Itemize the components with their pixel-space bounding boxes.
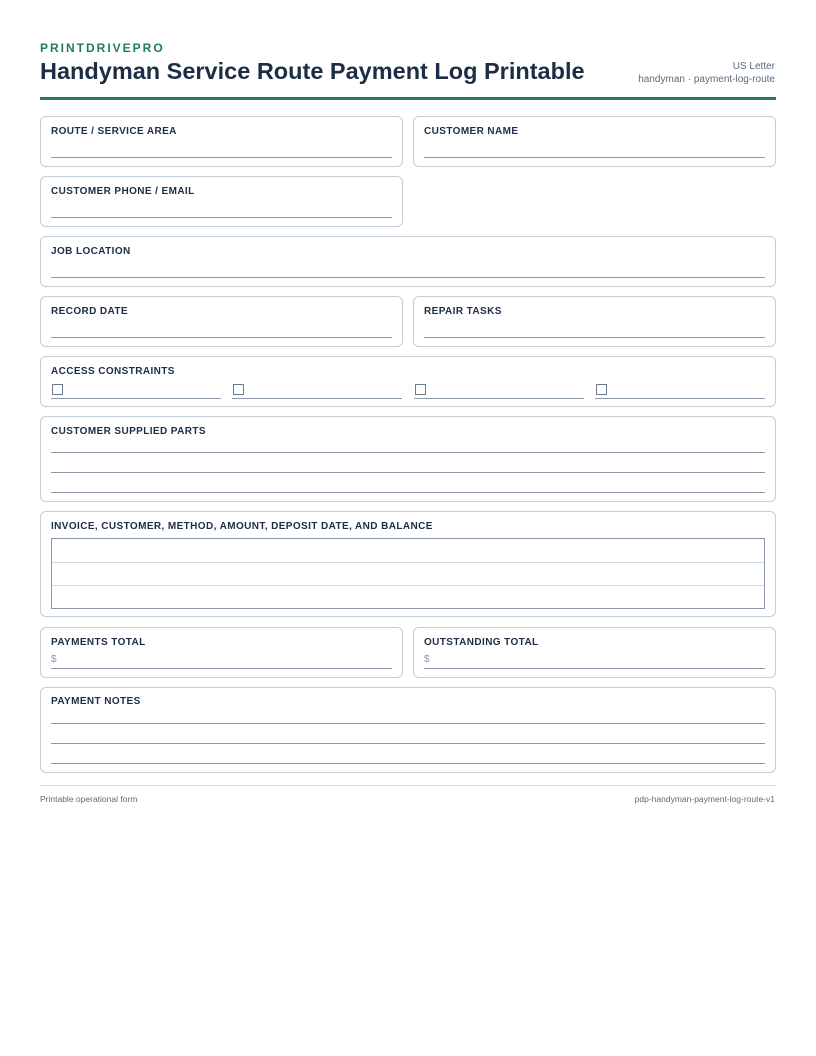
- repair-tasks-label: REPAIR TASKS: [424, 306, 502, 317]
- repair-tasks-field[interactable]: [413, 296, 776, 347]
- access-constraints-field: [40, 356, 776, 407]
- document-meta: [638, 60, 775, 86]
- access-constraint-line-3[interactable]: [414, 398, 584, 399]
- customer-supplied-parts-field: [40, 416, 776, 502]
- page-title: Handyman Service Route Payment Log Printable: [40, 58, 585, 84]
- customer-contact-label: CUSTOMER PHONE / EMAIL: [51, 186, 195, 197]
- supplied-parts-line-1[interactable]: [51, 452, 765, 453]
- outstanding-total-currency: $: [424, 654, 430, 665]
- footer-divider: [40, 785, 776, 786]
- payments-total-input-line[interactable]: [51, 668, 392, 669]
- customer-name-field[interactable]: [413, 116, 776, 167]
- payment-notes-line-2[interactable]: [51, 743, 765, 744]
- route-service-area-field[interactable]: [40, 116, 403, 167]
- invoice-table-section: [40, 511, 776, 617]
- customer-supplied-parts-label: CUSTOMER SUPPLIED PARTS: [51, 426, 206, 437]
- outstanding-total-input-line[interactable]: [424, 668, 765, 669]
- access-constraint-line-2[interactable]: [232, 398, 402, 399]
- payment-notes-line-1[interactable]: [51, 723, 765, 724]
- customer-name-label: CUSTOMER NAME: [424, 126, 519, 137]
- customer-name-input-line[interactable]: [424, 157, 765, 158]
- access-constraint-line-4[interactable]: [595, 398, 765, 399]
- customer-contact-input-line[interactable]: [51, 217, 392, 218]
- record-date-label: RECORD DATE: [51, 306, 128, 317]
- invoice-table: [51, 538, 765, 609]
- route-service-area-label: ROUTE / SERVICE AREA: [51, 126, 177, 137]
- header-divider: [40, 97, 776, 100]
- outstanding-total-field[interactable]: [413, 627, 776, 678]
- payments-total-field[interactable]: [40, 627, 403, 678]
- access-constraints-label: ACCESS CONSTRAINTS: [51, 366, 175, 377]
- access-constraint-checkbox-4[interactable]: [596, 384, 607, 395]
- footer-form-type: Printable operational form: [40, 794, 138, 804]
- payments-total-currency: $: [51, 654, 57, 665]
- job-location-input-line[interactable]: [51, 277, 765, 278]
- payment-notes-label: PAYMENT NOTES: [51, 696, 141, 707]
- brand-name: PRINTDRIVEPRO: [40, 41, 165, 55]
- document-tags: handyman · payment-log-route: [638, 74, 775, 85]
- customer-contact-field[interactable]: [40, 176, 403, 227]
- invoice-table-label: INVOICE, CUSTOMER, METHOD, AMOUNT, DEPOSIT DATE, AND BALANCE: [51, 521, 433, 532]
- footer-form-id: pdp-handyman-payment-log-route-v1: [634, 794, 775, 804]
- payments-total-label: PAYMENTS TOTAL: [51, 637, 146, 648]
- job-location-field[interactable]: [40, 236, 776, 287]
- invoice-table-row-divider-1: [52, 562, 764, 563]
- supplied-parts-line-3[interactable]: [51, 492, 765, 493]
- job-location-label: JOB LOCATION: [51, 246, 131, 257]
- access-constraint-checkbox-1[interactable]: [52, 384, 63, 395]
- paper-size: US Letter: [732, 61, 775, 72]
- supplied-parts-line-2[interactable]: [51, 472, 765, 473]
- payment-notes-field: [40, 687, 776, 773]
- access-constraint-checkbox-2[interactable]: [233, 384, 244, 395]
- payment-notes-line-3[interactable]: [51, 763, 765, 764]
- invoice-table-row-divider-2: [52, 585, 764, 586]
- record-date-field[interactable]: [40, 296, 403, 347]
- route-service-area-input-line[interactable]: [51, 157, 392, 158]
- access-constraint-checkbox-3[interactable]: [415, 384, 426, 395]
- record-date-input-line[interactable]: [51, 337, 392, 338]
- repair-tasks-input-line[interactable]: [424, 337, 765, 338]
- access-constraint-line-1[interactable]: [51, 398, 221, 399]
- outstanding-total-label: OUTSTANDING TOTAL: [424, 637, 539, 648]
